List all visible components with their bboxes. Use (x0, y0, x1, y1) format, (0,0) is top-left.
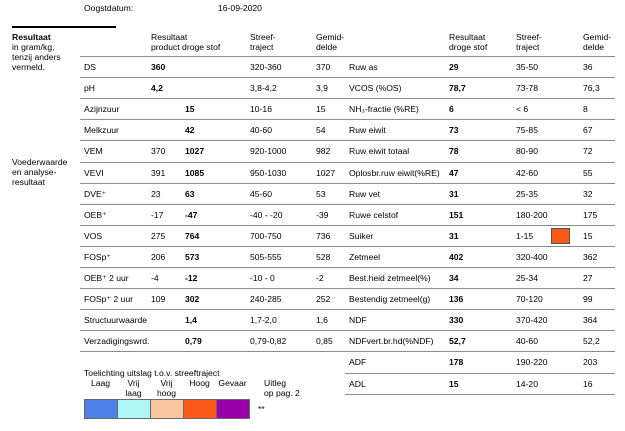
left-header-avg-1: Gemid- (316, 32, 345, 42)
result-sub-2: tenzij anders (12, 52, 61, 62)
right-header-avg-2: delde (583, 42, 605, 52)
row-average: 362 (583, 252, 598, 262)
left-header-avg-2: delde (316, 42, 338, 52)
legend-label (216, 378, 249, 388)
row-ds-value: 31 (449, 231, 459, 241)
table-row-divider (345, 204, 615, 205)
row-name: Ruw eiwit (349, 125, 386, 135)
row-average: 203 (583, 357, 598, 367)
row-target-range: 700-750 (250, 231, 282, 241)
row-ds-value: 78,7 (449, 83, 466, 93)
table-row-divider (345, 56, 615, 57)
result-title: Resultaat (12, 32, 51, 42)
row-name: ADL (349, 379, 366, 389)
legend-label-line2: Laag (90, 378, 111, 388)
row-average: 1,6 (316, 315, 328, 325)
row-name: NH₃-fractie (%RE) (349, 104, 419, 114)
table-row-divider (345, 309, 615, 310)
row-target-range: 950-1030 (250, 168, 287, 178)
legend-label (117, 378, 150, 398)
row-product-value: -4 (151, 273, 159, 283)
left-header-target-2: traject (250, 42, 274, 52)
status-flag (551, 228, 570, 244)
table-row-divider (80, 140, 346, 141)
left-header-target (250, 32, 276, 52)
section-label-2: en analyse- (12, 167, 57, 177)
row-target-range: < 6 (516, 104, 529, 114)
table-row-divider (80, 98, 346, 99)
row-name: Ruw vet (349, 189, 381, 199)
row-name: Oplosbr.ruw eiwit(%RE) (349, 168, 440, 178)
section-label-1: Voederwaarde (12, 157, 68, 167)
row-name: NDFvert.br.hd(%NDF) (349, 336, 434, 346)
row-name: Ruw as (349, 62, 378, 72)
row-ds-value: 47 (449, 168, 459, 178)
legend-label (183, 378, 216, 388)
row-ds-value: -12 (185, 273, 198, 283)
left-header-result-1: Resultaat (151, 32, 188, 42)
row-product-value: -17 (151, 210, 164, 220)
table-row-divider (345, 98, 615, 99)
header-divider (12, 26, 116, 28)
row-target-range: 320-360 (250, 62, 282, 72)
row-ds-value: 178 (449, 357, 464, 367)
row-name: Verzadigingswrd. (84, 336, 150, 346)
row-product-value: 109 (151, 294, 166, 304)
table-row-divider (80, 351, 346, 352)
table-row-divider (80, 162, 346, 163)
right-header-target-2: traject (516, 42, 540, 52)
row-name: ADF (349, 357, 367, 367)
row-target-range: 80-90 (516, 146, 538, 156)
row-product-value: 370 (151, 146, 166, 156)
legend-swatch (84, 399, 118, 419)
table-row-divider (345, 162, 615, 163)
row-name: Melkzuur (84, 125, 119, 135)
row-product-value: 391 (151, 168, 166, 178)
row-ds-value: -47 (185, 210, 198, 220)
row-ds-value: 1027 (185, 146, 205, 156)
legend-label-line2: laag (125, 388, 142, 398)
row-average: 175 (583, 210, 598, 220)
row-target-range: 10-16 (250, 104, 272, 114)
row-ds-value: 31 (449, 189, 459, 199)
row-average: 54 (316, 125, 326, 135)
table-row-divider (80, 119, 346, 120)
table-row-divider (345, 140, 615, 141)
harvest-date-label: Oogstdatum: (84, 3, 134, 13)
row-average: 0,85 (316, 336, 333, 346)
left-header-result-2: product droge stof (151, 42, 221, 52)
row-average: 55 (583, 168, 593, 178)
row-ds-value: 29 (449, 62, 459, 72)
legend-label-line2: hoog (156, 388, 177, 398)
table-row-divider (345, 246, 615, 247)
legend-swatch (150, 399, 184, 419)
left-header-target-1: Streef- (250, 32, 276, 42)
row-average: 15 (316, 104, 326, 114)
row-name: FOSp⁺ (84, 252, 111, 262)
row-product-value: 360 (151, 62, 166, 72)
table-row-divider (345, 183, 615, 184)
row-target-range: 180-200 (516, 210, 548, 220)
row-name: Ruw eiwit totaal (349, 146, 410, 156)
harvest-date-value: 16-09-2020 (218, 3, 262, 13)
row-ds-value: 1085 (185, 168, 205, 178)
row-average: -2 (316, 273, 324, 283)
legend-label-line2: Hoog (189, 378, 210, 388)
row-average: 27 (583, 273, 593, 283)
right-header-avg-1: Gemid- (583, 32, 612, 42)
row-target-range: -40 - -20 (250, 210, 283, 220)
row-target-range: 320-400 (516, 252, 548, 262)
table-row-divider (345, 77, 615, 78)
row-average: 53 (316, 189, 326, 199)
legend-label-line1: Vrij (160, 378, 173, 388)
legend-label-line2: Gevaar (218, 378, 247, 388)
row-ds-value: 764 (185, 231, 200, 241)
table-row-divider (80, 309, 346, 310)
table-row-divider (345, 288, 615, 289)
table-row-divider (345, 351, 615, 352)
row-average: 16 (583, 379, 593, 389)
row-average: 982 (316, 146, 331, 156)
row-target-range: 73-78 (516, 83, 538, 93)
legend-label (84, 378, 117, 388)
row-name: OEB⁺ 2 uur (84, 273, 129, 283)
row-name: FOSp⁺ 2 uur (84, 294, 133, 304)
row-name: DVE⁺ (84, 189, 107, 199)
row-ds-value: 34 (449, 273, 459, 283)
row-name: VCOS (%OS) (349, 83, 402, 93)
row-name: Structuurwaarde (84, 315, 148, 325)
row-average: 99 (583, 294, 593, 304)
row-average: 252 (316, 294, 331, 304)
right-header-result (449, 32, 487, 52)
row-target-range: 240-285 (250, 294, 282, 304)
table-row-divider (345, 267, 615, 268)
row-ds-value: 42 (185, 125, 195, 135)
row-average: 76,3 (583, 83, 600, 93)
row-target-range: 35-50 (516, 62, 538, 72)
row-average: 32 (583, 189, 593, 199)
row-ds-value: 78 (449, 146, 459, 156)
row-average: 736 (316, 231, 331, 241)
table-row-divider (80, 204, 346, 205)
legend-swatch (183, 399, 217, 419)
row-name: Ruwe celstof (349, 210, 399, 220)
row-average: 15 (583, 231, 593, 241)
row-ds-value: 330 (449, 315, 464, 325)
legend-explain (264, 378, 300, 398)
legend-label-line1: Vrij (127, 378, 140, 388)
right-header-result-2: droge stof (449, 42, 488, 52)
legend-explain-1: Uitleg (264, 378, 286, 388)
row-name: Bestendig zetmeel(g) (349, 294, 431, 304)
row-ds-value: 73 (449, 125, 459, 135)
row-target-range: 70-120 (516, 294, 543, 304)
row-ds-value: 302 (185, 294, 200, 304)
row-name: VEM (84, 146, 103, 156)
left-header-result (151, 32, 220, 52)
row-target-range: 25-35 (516, 189, 538, 199)
row-ds-value: 151 (449, 210, 464, 220)
row-name: NDF (349, 315, 367, 325)
row-target-range: 1,7-2,0 (250, 315, 277, 325)
table-row-divider (345, 394, 615, 395)
row-name: Best.heid zetmeel(%) (349, 273, 431, 283)
row-ds-value: 136 (449, 294, 464, 304)
row-ds-value: 0,79 (185, 336, 202, 346)
row-name: Zetmeel (349, 252, 381, 262)
row-average: 528 (316, 252, 331, 262)
row-product-value: 23 (151, 189, 161, 199)
row-target-range: 14-20 (516, 379, 538, 389)
row-average: 370 (316, 62, 331, 72)
legend-note: ** (258, 404, 265, 414)
row-name: Azijnzuur (84, 104, 120, 114)
row-name: VEVI (84, 168, 104, 178)
row-target-range: 1-15 (516, 231, 534, 241)
section-label (12, 157, 67, 187)
row-target-range: 25-34 (516, 273, 538, 283)
table-row-divider (80, 225, 346, 226)
table-row-divider (345, 119, 615, 120)
row-target-range: 42-60 (516, 168, 538, 178)
right-header-result-1: Resultaat (449, 32, 486, 42)
row-target-range: 40-60 (250, 125, 272, 135)
result-sub-3: vermeld. (12, 62, 45, 72)
result-caption (12, 32, 61, 72)
row-ds-value: 15 (449, 379, 459, 389)
legend-swatch (117, 399, 151, 419)
table-row-divider (80, 288, 346, 289)
row-ds-value: 573 (185, 252, 200, 262)
row-target-range: 505-555 (250, 252, 282, 262)
table-row-divider (345, 373, 615, 374)
row-average: 364 (583, 315, 598, 325)
row-average: 67 (583, 125, 593, 135)
row-average: -39 (316, 210, 329, 220)
table-row-divider (80, 56, 346, 57)
row-target-range: 3,8-4,2 (250, 83, 277, 93)
row-target-range: 190-220 (516, 357, 548, 367)
right-header-target-1: Streef- (516, 32, 542, 42)
row-target-range: -10 - 0 (250, 273, 275, 283)
row-product-value: 206 (151, 252, 166, 262)
row-average: 8 (583, 104, 588, 114)
row-ds-value: 402 (449, 252, 464, 262)
table-row-divider (345, 225, 615, 226)
right-header-target (516, 32, 542, 52)
row-ds-value: 6 (449, 104, 454, 114)
row-target-range: 75-85 (516, 125, 538, 135)
row-average: 72 (583, 146, 593, 156)
row-average: 1027 (316, 168, 336, 178)
table-row-divider (80, 246, 346, 247)
row-name: OEB⁺ (84, 210, 107, 220)
legend-title: Toelichting uitslag t.o.v. streeftraject (84, 368, 220, 378)
row-average: 3,9 (316, 83, 328, 93)
result-sub-1: in gram/kg, (12, 42, 55, 52)
section-label-3: resultaat (12, 177, 45, 187)
row-ds-value: 1,4 (185, 315, 197, 325)
table-row-divider (80, 267, 346, 268)
row-target-range: 0,79-0,82 (250, 336, 287, 346)
legend-swatch (216, 399, 250, 419)
row-name: Suiker (349, 231, 374, 241)
right-header-avg (583, 32, 611, 52)
table-row-divider (80, 330, 346, 331)
row-target-range: 920-1000 (250, 146, 287, 156)
row-target-range: 45-60 (250, 189, 272, 199)
row-name: DS (84, 62, 96, 72)
row-target-range: 370-420 (516, 315, 548, 325)
table-row-divider (80, 183, 346, 184)
row-ds-value: 63 (185, 189, 195, 199)
legend-explain-2: op pag. 2 (264, 388, 300, 398)
left-header-avg (316, 32, 344, 52)
legend-label (150, 378, 183, 398)
row-average: 36 (583, 62, 593, 72)
table-row-divider (80, 77, 346, 78)
row-name: pH (84, 83, 95, 93)
row-product-value: 275 (151, 231, 166, 241)
row-name: VOS (84, 231, 103, 241)
row-ds-value: 15 (185, 104, 195, 114)
row-average: 52,2 (583, 336, 600, 346)
row-target-range: 40-60 (516, 336, 538, 346)
row-ds-value: 52,7 (449, 336, 466, 346)
row-product-value: 4,2 (151, 83, 163, 93)
table-row-divider (345, 330, 615, 331)
